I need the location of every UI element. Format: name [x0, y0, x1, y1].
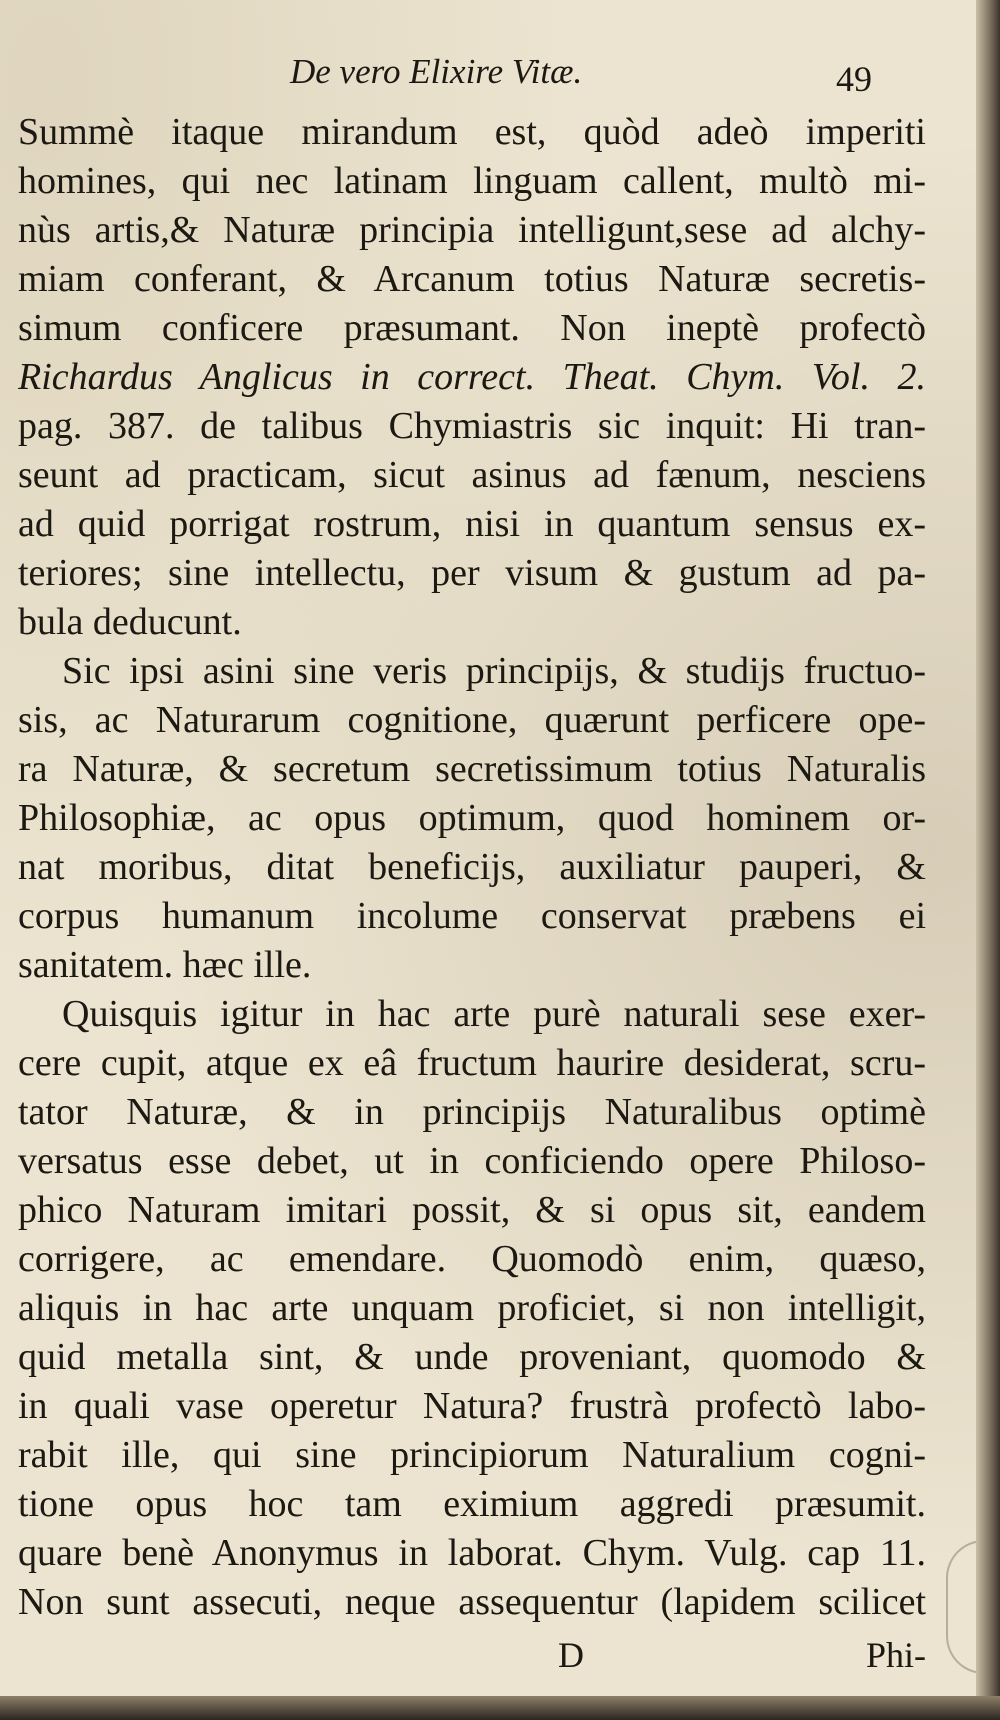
- text-line: Summè itaque mirandum est, quòd adeò imperiti: [18, 111, 926, 153]
- signature-mark: D: [558, 1635, 584, 1675]
- text-line: miam conferant, & Arcanum totius Naturæ secretis-: [18, 258, 926, 300]
- text-line: sanitatem. hæc ille.: [18, 944, 312, 986]
- text-line: ad quid porrigat rostrum, nisi in quantum sensus ex-: [18, 503, 926, 545]
- text-line: homines, qui nec latinam linguam callent, multò mi-: [18, 160, 926, 202]
- text-line: corpus humanum incolume conservat præbens ei: [18, 895, 926, 937]
- text-line: seunt ad practicam, sicut asinus ad fænum, nesciens: [18, 454, 926, 496]
- text-line: phico Naturam imitari possit, & si opus sit, eandem: [18, 1189, 926, 1231]
- page-footer: [18, 1634, 926, 1684]
- text-line: bula deducunt.: [18, 601, 242, 643]
- text-line: corrigere, ac emendare. Quomodò enim, quæso,: [18, 1238, 926, 1280]
- text-line: versatus esse debet, ut in conficiendo opere Philoso-: [18, 1140, 926, 1182]
- text-line: ra Naturæ, & secretum secretissimum totius Naturalis: [18, 748, 926, 790]
- text-line: Sic ipsi asini sine veris principijs, & studijs fructuo-: [62, 650, 926, 692]
- text-line: quare benè Anonymus in laborat. Chym. Vulg. cap 11.: [18, 1532, 926, 1574]
- paragraph-3: [18, 990, 926, 1627]
- text-line: Quisquis igitur in hac arte purè naturali sese exer-: [62, 993, 926, 1035]
- text-line: nat moribus, ditat beneficijs, auxiliatur pauperi, &: [18, 846, 926, 888]
- page-header: [290, 52, 890, 102]
- text-line: tator Naturæ, & in principijs Naturalibus optimè: [18, 1091, 926, 1133]
- paragraph-2: [18, 647, 926, 990]
- text-line: sis, ac Naturarum cognitione, quærunt perficere ope-: [18, 699, 926, 741]
- text-line: rabit ille, qui sine principiorum Naturalium cogni-: [18, 1434, 926, 1476]
- running-title: De vero Elixire Vitæ.: [290, 52, 583, 91]
- text-line: cere cupit, atque ex eâ fructum haurire desiderat, scru-: [18, 1042, 926, 1084]
- body-text: [18, 108, 926, 1627]
- bottom-edge-shadow: [0, 1696, 1000, 1720]
- text-line: aliquis in hac arte unquam proficiet, si non intelligit,: [18, 1287, 926, 1329]
- page-edge-shadow: [976, 0, 1000, 1720]
- text-line: quid metalla sint, & unde proveniant, quomodo &: [18, 1336, 926, 1378]
- text-line: in quali vase operetur Natura? frustrà profectò labo-: [18, 1385, 926, 1427]
- paragraph-1: [18, 108, 926, 647]
- text-line: pag. 387. de talibus Chymiastris sic inquit: Hi tran-: [18, 405, 926, 447]
- text-line: Non sunt assecuti, neque assequentur (lapidem scilicet: [18, 1581, 926, 1623]
- text-line: Philosophiæ, ac opus optimum, quod hominem or-: [18, 797, 926, 839]
- text-line: nùs artis,& Naturæ principia intelligunt,sese ad alchy-: [18, 209, 926, 251]
- text-line: simum conficere præsumant. Non ineptè profectò: [18, 307, 926, 349]
- text-line: Richardus Anglicus in correct. Theat. Chym. Vol. 2.: [18, 356, 926, 398]
- page-number: 49: [836, 59, 872, 99]
- catchword: Phi-: [865, 1635, 926, 1675]
- text-line: teriores; sine intellectu, per visum & gustum ad pa-: [18, 552, 926, 594]
- text-line: tione opus hoc tam eximium aggredi præsumit.: [18, 1483, 926, 1525]
